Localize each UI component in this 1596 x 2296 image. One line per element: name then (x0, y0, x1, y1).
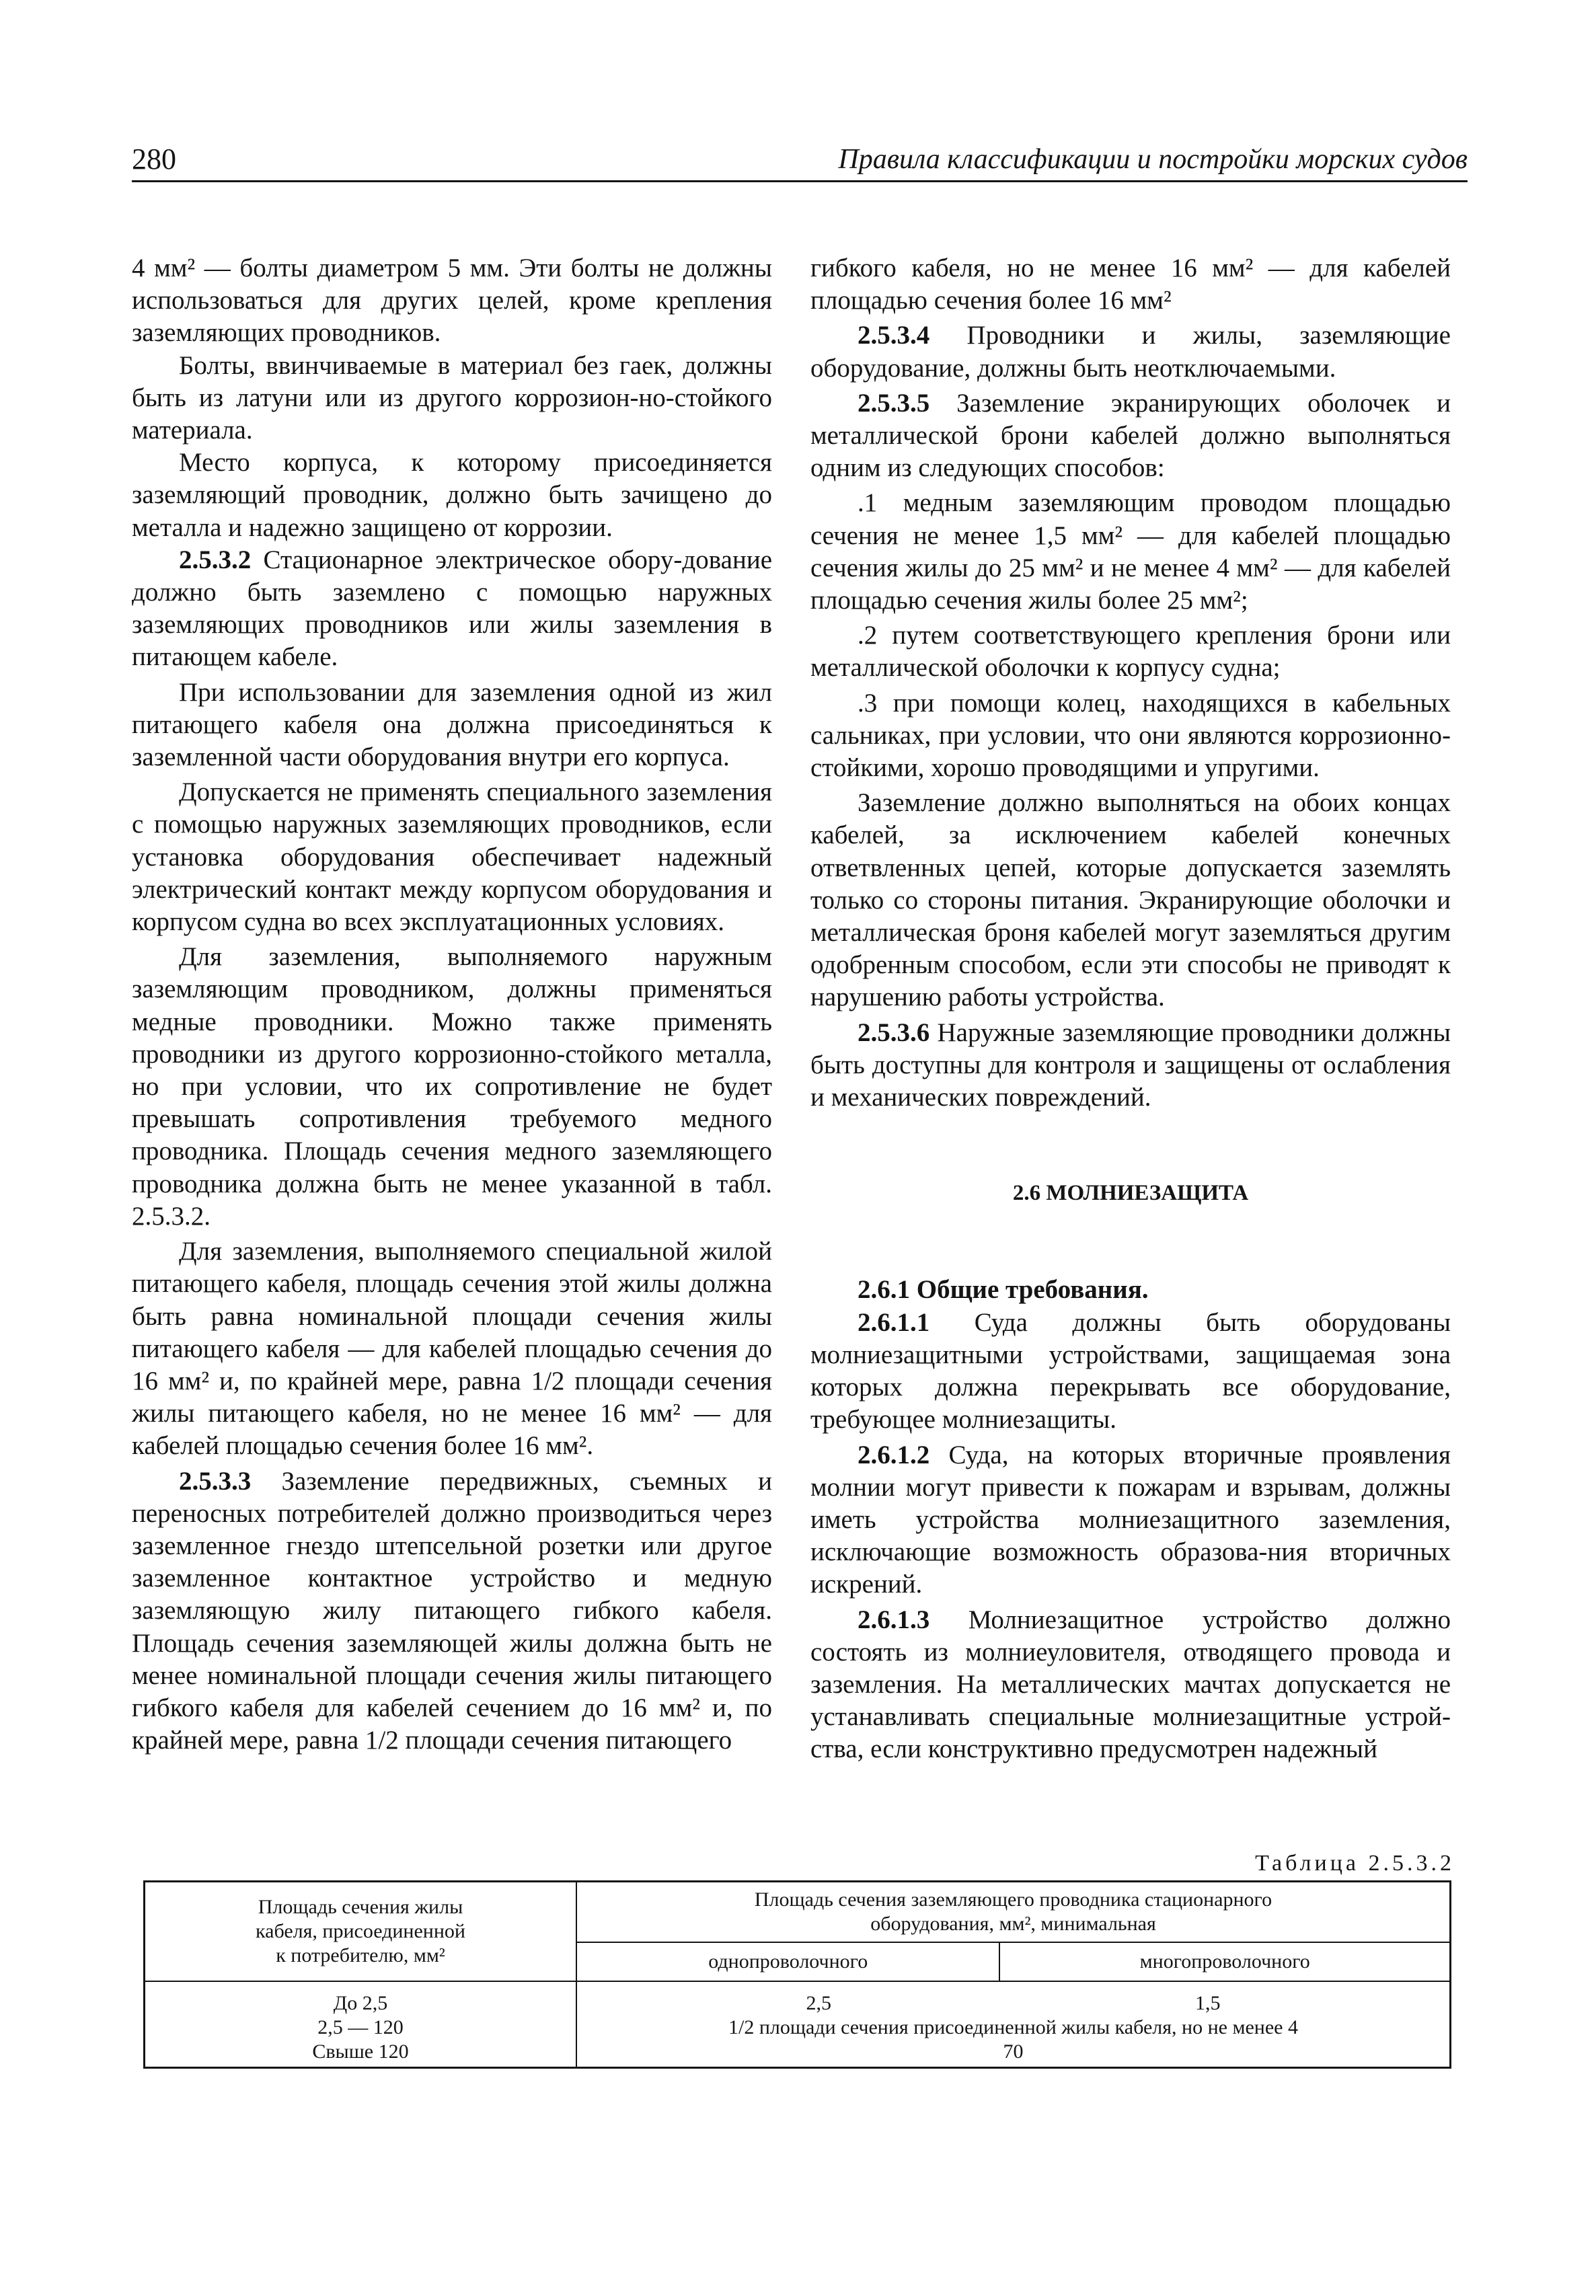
paragraph (132, 1465, 772, 1757)
paragraph: Заземление должно выполняться на обоих концах кабелей, за исключением кабелей конечных ответвленных цепей, которые допускается заземлять только со стороны питания. Экранирующие оболочки и металлическая броня кабелей могут заземляться другим одобренным способом, если эти способы не приводят к нарушению работы устройства. (810, 788, 1451, 1012)
paragraph (132, 544, 772, 674)
paragraph: Место корпуса, к которому присоединяется заземляющий проводник, должно быть зачищено до металла и надежно защищено от коррозии. (132, 448, 772, 542)
table-value-single: 2,5 (806, 1991, 831, 2014)
subsection-heading: 2.6.1 Общие требования. (858, 1275, 1149, 1305)
list-item: .2 путем соответствующего крепления брони или металлической оболочки к корпусу судна; (810, 621, 1451, 683)
running-title: Правила классификации и постройки морских судов (838, 144, 1468, 175)
table-value-merged: 70 (1003, 2040, 1024, 2063)
paragraph (810, 1439, 1451, 1601)
list-item: .1 медным заземляющим проводом площадью сечения не менее 1,5 мм² — для кабелей площадью сечения жилы до 25 мм² и не менее 4 мм² — для кабелей площадью сечения жилы более 25 мм²; (810, 488, 1451, 615)
paragraph: Для заземления, выполняемого специальной жилой питающего кабеля, площадь сечения этой жилы должна быть равна номинальной площади сечения жилы питающего кабеля — для кабелей площадью сечения до 16 мм² и, по крайней мере, равна 1/2 площади сечения жилы питающего кабеля, но не менее 16 мм² — для кабелей площадью сечения более 16 мм². (132, 1237, 772, 1461)
paragraph: Для заземления, выполняемого наружным заземляющим проводником, должны применяться медные проводники. Можно также применять проводники из другого коррозионно-стойкого металла, но при условии, что их сопротивление не будет превышать сопротивления требуемого медного проводника. Площадь сечения медного заземляющего проводника должна быть не менее указанной в табл. 2.5.3.2. (132, 942, 772, 1231)
table-header-conductor-section: Площадь сечения заземляющего проводника стационарного оборудования, мм², минимальная (576, 1882, 1451, 1942)
clause-number: 2.5.3.2 (179, 545, 252, 574)
paragraph: Допускается не применять специального заземления с помощью наружных заземляющих проводников, если установка оборудования обеспечивает надежный электрический контакт между корпусом оборудования и корпусом судна во всех эксплуатационных условиях. (132, 777, 772, 937)
table-cell-cable-sizes: До 2,5 2,5 — 120 Свыше 120 (145, 1981, 577, 2068)
paragraph (810, 1604, 1451, 1766)
paragraph-text: Заземление экранирующих оболочек и металлической брони кабелей должно выполняться одним из следующих способов: (810, 388, 1451, 483)
grounding-table (143, 1880, 1451, 2069)
table-value-multi: 1,5 (1195, 1991, 1221, 2014)
paragraph-text: Суда должны быть оборудованы молниезащитными устройствами, защищаемая зона которых должна перекрывать все оборудование, требующее молниезащиты. (810, 1307, 1451, 1434)
paragraph: гибкого кабеля, но не менее 16 мм² — для кабелей площадью сечения более 16 мм² (810, 254, 1451, 315)
table-cell-conductor-values (576, 1981, 1451, 2068)
table-header-multi-wire: многопроволочного (999, 1942, 1450, 1981)
clause-number: 2.6.1.1 (858, 1307, 930, 1337)
clause-number: 2.6.1.2 (858, 1440, 930, 1469)
page-number: 280 (132, 143, 176, 176)
table-value-merged: 1/2 площади сечения присоединенной жилы кабеля, но не менее 4 (728, 2016, 1298, 2038)
clause-number: 2.5.3.5 (858, 388, 930, 418)
paragraph (810, 387, 1451, 485)
paragraph (810, 1307, 1451, 1437)
paragraph: 4 мм² — болты диаметром 5 мм. Эти болты не должны использоваться для других целей, кроме крепления заземляющих проводников. (132, 254, 772, 348)
table-header-single-wire: однопроволочного (576, 1942, 999, 1981)
left-column (132, 252, 772, 1757)
clause-number: 2.5.3.3 (179, 1466, 252, 1496)
clause-number: 2.6.1.3 (858, 1605, 930, 1634)
clause-number: 2.5.3.6 (858, 1018, 930, 1047)
paragraph-text: Стационарное электрическое обору-дование должно быть заземлено с помощью наружных заземляющих проводников или жилы заземления в питающем кабеле. (132, 545, 772, 672)
page-header (132, 139, 1468, 182)
paragraph: При использовании для заземления одной из жил питающего кабеля она должна присоединяться к заземленной части оборудования внутри его корпуса. (132, 677, 772, 772)
list-item: .3 при помощи колец, находящихся в кабельных сальниках, при условии, что они являются коррозионно-стойкими, хорошо проводящими и упругими. (810, 688, 1451, 783)
paragraph (810, 319, 1451, 384)
paragraph-text: Молниезащитное устройство должно состоять из молниеуловителя, отводящего провода и заземления. На металлических мачтах допускается не устанавливать специальные молниезащитные устрой-ства, если конструктивно предусмотрен надежный (810, 1605, 1451, 1764)
section-title: 2.6 МОЛНИЕЗАЩИТА (1012, 1181, 1249, 1206)
paragraph: Болты, ввинчиваемые в материал без гаек, должны быть из латуни или из другого коррозион-но-стойкого материала. (132, 350, 772, 445)
clause-number: 2.5.3.4 (858, 321, 930, 350)
paragraph-text: Суда, на которых вторичные проявления молнии могут привести к пожарам и взрывам, должны иметь устройства молниезащитного заземления, исключающие возможность образова-ния вторичных искрений. (810, 1440, 1451, 1599)
table-caption: Таблица 2.5.3.2 (1255, 1851, 1455, 1876)
paragraph-text: Наружные заземляющие проводники должны быть доступны для контроля и защищены от ослабления и механических повреждений. (810, 1018, 1451, 1112)
table-header-cable-section: Площадь сечения жилы кабеля, присоединенной к потребителю, мм² (145, 1882, 577, 1981)
paragraph-text: Заземление передвижных, съемных и переносных потребителей должно производиться через заземленное гнездо штепсельной розетки или другое заземленное контактное устройство и медную заземляющую жилу питающего гибкого кабеля. Площадь сечения заземляющей жилы должна быть не менее номинальной площади сечения жилы питающего гибкого кабеля для кабелей сечением до 16 мм² и, по крайней мере, равна 1/2 площади сечения питающего (132, 1466, 772, 1755)
paragraph-text: Проводники и жилы, заземляющие оборудование, должны быть неотключаемыми. (810, 321, 1451, 383)
paragraph (810, 1017, 1451, 1114)
right-column (810, 252, 1451, 1766)
